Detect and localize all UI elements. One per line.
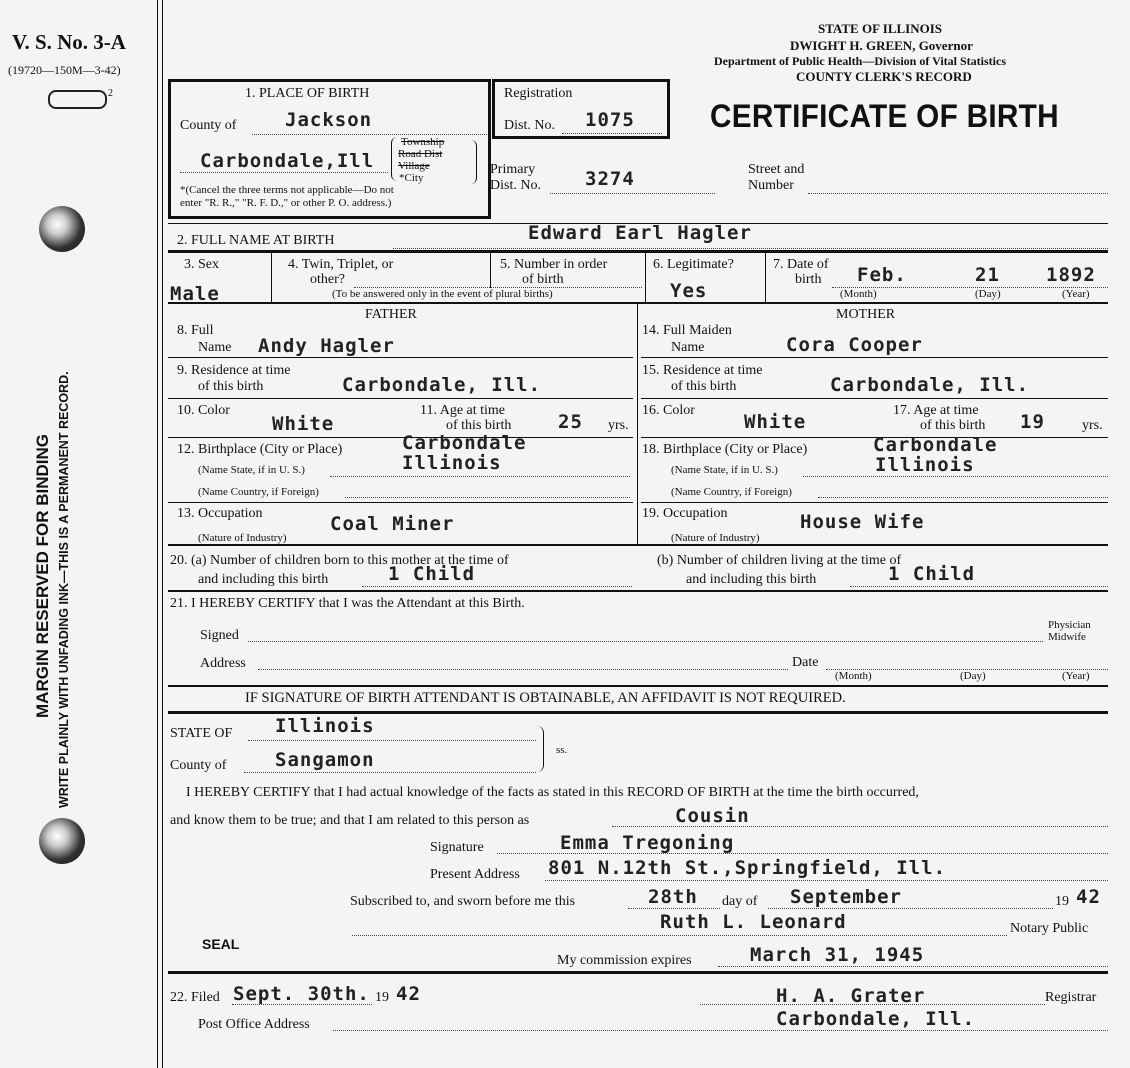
mother-color: White xyxy=(744,411,807,433)
mother-name-label: 14. Full Maiden xyxy=(642,323,732,338)
birth-order-label-2: of birth xyxy=(522,272,564,287)
sworn-month: September xyxy=(790,886,902,908)
dob-label-2: birth xyxy=(795,272,822,287)
mother-residence-label-2: of this birth xyxy=(671,379,737,394)
child-legitimate: Yes xyxy=(670,280,708,302)
affidavit-certify-2: and know them to be true; and that I am related to this person as xyxy=(170,813,530,828)
mother-age-label: 17. Age at time xyxy=(893,403,979,418)
registration-label: Registration xyxy=(504,86,573,101)
dob-year: 1892 xyxy=(1046,264,1096,286)
mother-residence: Carbondale, Ill. xyxy=(830,374,1030,396)
binding-note: MARGIN RESERVED FOR BINDING xyxy=(33,434,52,718)
father-heading: FATHER xyxy=(365,307,417,322)
birth-order-label: 5. Number in order xyxy=(500,257,608,272)
commission-label: My commission expires xyxy=(557,953,692,968)
registrar-name: H. A. Grater xyxy=(776,985,926,1007)
place-of-birth-heading: 1. PLACE OF BIRTH xyxy=(245,86,370,101)
print-code: (19720—150M—3-42) xyxy=(8,63,121,77)
attendant-certify: 21. I HEREBY CERTIFY that I was the Attendant at this Birth. xyxy=(170,596,525,611)
mother-occupation-label: 19. Occupation xyxy=(642,506,728,521)
parents-divider xyxy=(637,304,638,544)
affidavit-signature-label: Signature xyxy=(430,840,484,855)
affidavit-signature: Emma Tregoning xyxy=(560,832,735,854)
po-address-label: Post Office Address xyxy=(198,1017,310,1032)
filed-label: 22. Filed xyxy=(170,990,220,1005)
form-number: V. S. No. 3-A xyxy=(12,30,126,54)
mother-age-label-2: of this birth xyxy=(920,418,986,433)
father-age: 25 xyxy=(558,411,583,433)
binding-line xyxy=(162,0,163,1068)
dob-day: 21 xyxy=(975,264,1000,286)
dob-year-caption: (Year) xyxy=(1062,288,1090,300)
filed-date: Sept. 30th. xyxy=(233,983,370,1005)
ss-label: ss. xyxy=(556,744,568,756)
binding-hole-icon xyxy=(39,206,85,252)
day-of-label: day of xyxy=(722,894,758,909)
mother-name-label-2: Name xyxy=(671,340,705,355)
city-term: *City xyxy=(399,172,424,184)
mother-birthplace-label: 18. Birthplace (City or Place) xyxy=(642,442,808,457)
mother-heading: MOTHER xyxy=(836,307,896,322)
registration-dist-label: Dist. No. xyxy=(504,118,555,133)
brace-icon xyxy=(470,140,477,184)
cancel-note-1: *(Cancel the three terms not applicable—Do not xyxy=(180,184,394,196)
union-label-icon xyxy=(48,90,107,109)
header-governor: DWIGHT H. GREEN, Governor xyxy=(790,38,973,53)
full-name-label: 2. FULL NAME AT BIRTH xyxy=(177,233,335,248)
affidavit-county-label: County of xyxy=(170,758,227,773)
father-birthplace-label: 12. Birthplace (City or Place) xyxy=(177,442,343,457)
street-label: Street and xyxy=(748,162,805,177)
filed-year-prefix: 19 xyxy=(375,990,389,1005)
affidavit-certify-1: I HEREBY CERTIFY that I had actual knowledge of the facts as stated in this RECORD OF BIRTH at the time the birth occurred, xyxy=(186,785,919,800)
plural-note: (To be answered only in the event of plural births) xyxy=(332,288,553,300)
birth-city: Carbondale,Ill xyxy=(200,150,375,172)
brace-icon xyxy=(391,137,398,181)
sworn-year-prefix: 19 xyxy=(1055,894,1069,909)
father-occupation-label: 13. Occupation xyxy=(177,506,263,521)
attendant-date-label: Date xyxy=(792,655,819,670)
mother-state-label: (Name State, if in U. S.) xyxy=(671,464,778,476)
mother-color-label: 16. Color xyxy=(642,403,695,418)
sex-label: 3. Sex xyxy=(184,257,219,272)
father-name-label-2: Name xyxy=(198,340,232,355)
mother-occupation: House Wife xyxy=(800,511,925,533)
binding-line xyxy=(157,0,158,1068)
father-age-label: 11. Age at time xyxy=(420,403,506,418)
father-age-yrs: yrs. xyxy=(608,418,629,433)
mother-birthplace-city: Carbondale xyxy=(873,434,998,456)
header-state: STATE OF ILLINOIS xyxy=(818,21,943,36)
number-label: Number xyxy=(748,178,794,193)
header-department: Department of Public Health—Division of Vital Statistics xyxy=(714,54,1006,68)
dob-label: 7. Date of xyxy=(773,257,829,272)
child-full-name: Edward Earl Hagler xyxy=(528,222,752,244)
po-address: Carbondale, Ill. xyxy=(776,1008,976,1030)
notary-name: Ruth L. Leonard xyxy=(660,911,847,933)
village-term: Village xyxy=(398,160,430,172)
filed-year: 42 xyxy=(396,983,421,1005)
twin-label-2: other? xyxy=(310,272,345,287)
mother-residence-label: 15. Residence at time xyxy=(642,363,763,378)
father-industry-label: (Nature of Industry) xyxy=(198,532,287,544)
mother-industry-label: (Nature of Industry) xyxy=(671,532,760,544)
child-sex: Male xyxy=(170,283,220,305)
twin-label: 4. Twin, Triplet, or xyxy=(288,257,394,272)
brace-icon xyxy=(537,726,544,772)
father-color-label: 10. Color xyxy=(177,403,230,418)
certificate-title: CERTIFICATE OF BIRTH xyxy=(710,98,1059,134)
binding-hole-icon xyxy=(39,818,85,864)
primary-label: Primary xyxy=(490,162,536,177)
county-label: County of xyxy=(180,118,237,133)
dob-day-caption: (Day) xyxy=(975,288,1001,300)
mother-name: Cora Cooper xyxy=(786,334,923,356)
father-residence: Carbondale, Ill. xyxy=(342,374,542,396)
affidavit-relation: Cousin xyxy=(675,805,750,827)
children-living-label: (b) Number of children living at the time of xyxy=(657,553,902,568)
father-color: White xyxy=(272,413,335,435)
registrar-label: Registrar xyxy=(1045,990,1097,1005)
sworn-day: 28th xyxy=(648,886,698,908)
father-occupation: Coal Miner xyxy=(330,513,455,535)
mother-age-yrs: yrs. xyxy=(1082,418,1103,433)
ink-note: WRITE PLAINLY WITH UNFADING INK—THIS IS A PERMANENT RECORD. xyxy=(57,371,71,808)
children-born-label-2: and including this birth xyxy=(198,572,329,587)
attendant-day-caption: (Day) xyxy=(960,670,986,682)
father-country-label: (Name Country, if Foreign) xyxy=(198,486,319,498)
cancel-note-2: enter "R. R.," "R. F. D.," or other P. O. address.) xyxy=(180,197,392,209)
commission-date: March 31, 1945 xyxy=(750,944,925,966)
father-birthplace-city: Carbondale xyxy=(402,432,527,454)
mother-birthplace-state: Illinois xyxy=(875,454,975,476)
primary-dist-label: Dist. No. xyxy=(490,178,541,193)
children-living-label-2: and including this birth xyxy=(686,572,817,587)
road-dist-term: Road Dist xyxy=(398,148,443,160)
attendant-year-caption: (Year) xyxy=(1062,670,1090,682)
seal-label: SEAL xyxy=(202,936,240,952)
sworn-label: Subscribed to, and sworn before me this xyxy=(350,894,576,909)
affidavit-note: IF SIGNATURE OF BIRTH ATTENDANT IS OBTAINABLE, AN AFFIDAVIT IS NOT REQUIRED. xyxy=(245,690,846,706)
mother-country-label: (Name Country, if Foreign) xyxy=(671,486,792,498)
dob-month-caption: (Month) xyxy=(840,288,877,300)
attendant-address-label: Address xyxy=(200,656,246,671)
father-birthplace-state: Illinois xyxy=(402,452,502,474)
township-term: Township xyxy=(401,136,445,148)
attendant-month-caption: (Month) xyxy=(835,670,872,682)
dob-month: Feb. xyxy=(857,264,907,286)
children-living: 1 Child xyxy=(888,563,976,585)
children-born: 1 Child xyxy=(388,563,476,585)
primary-dist-value: 3274 xyxy=(585,168,635,190)
registration-dist-value: 1075 xyxy=(585,109,635,131)
sworn-year: 42 xyxy=(1076,886,1101,908)
union-label-number: 2 xyxy=(108,88,113,99)
birth-county: Jackson xyxy=(285,109,373,131)
affidavit-address: 801 N.12th St.,Springfield, Ill. xyxy=(548,857,947,879)
affidavit-state: Illinois xyxy=(275,715,375,737)
physician-label: Physician xyxy=(1048,619,1091,631)
mother-age: 19 xyxy=(1020,411,1045,433)
children-born-label: 20. (a) Number of children born to this mother at the time of xyxy=(170,553,509,568)
father-state-label: (Name State, if in U. S.) xyxy=(198,464,305,476)
attendant-signed-label: Signed xyxy=(200,628,239,643)
affidavit-county: Sangamon xyxy=(275,749,375,771)
header-record: COUNTY CLERK'S RECORD xyxy=(796,69,972,84)
notary-label: Notary Public xyxy=(1010,921,1089,936)
father-name-label: 8. Full xyxy=(177,323,214,338)
midwife-label: Midwife xyxy=(1048,631,1086,643)
affidavit-address-label: Present Address xyxy=(430,867,520,882)
legitimate-label: 6. Legitimate? xyxy=(653,257,734,272)
father-name: Andy Hagler xyxy=(258,335,395,357)
affidavit-state-label: STATE OF xyxy=(170,726,233,741)
father-residence-label: 9. Residence at time xyxy=(177,363,291,378)
father-residence-label-2: of this birth xyxy=(198,379,264,394)
father-age-label-2: of this birth xyxy=(446,418,512,433)
